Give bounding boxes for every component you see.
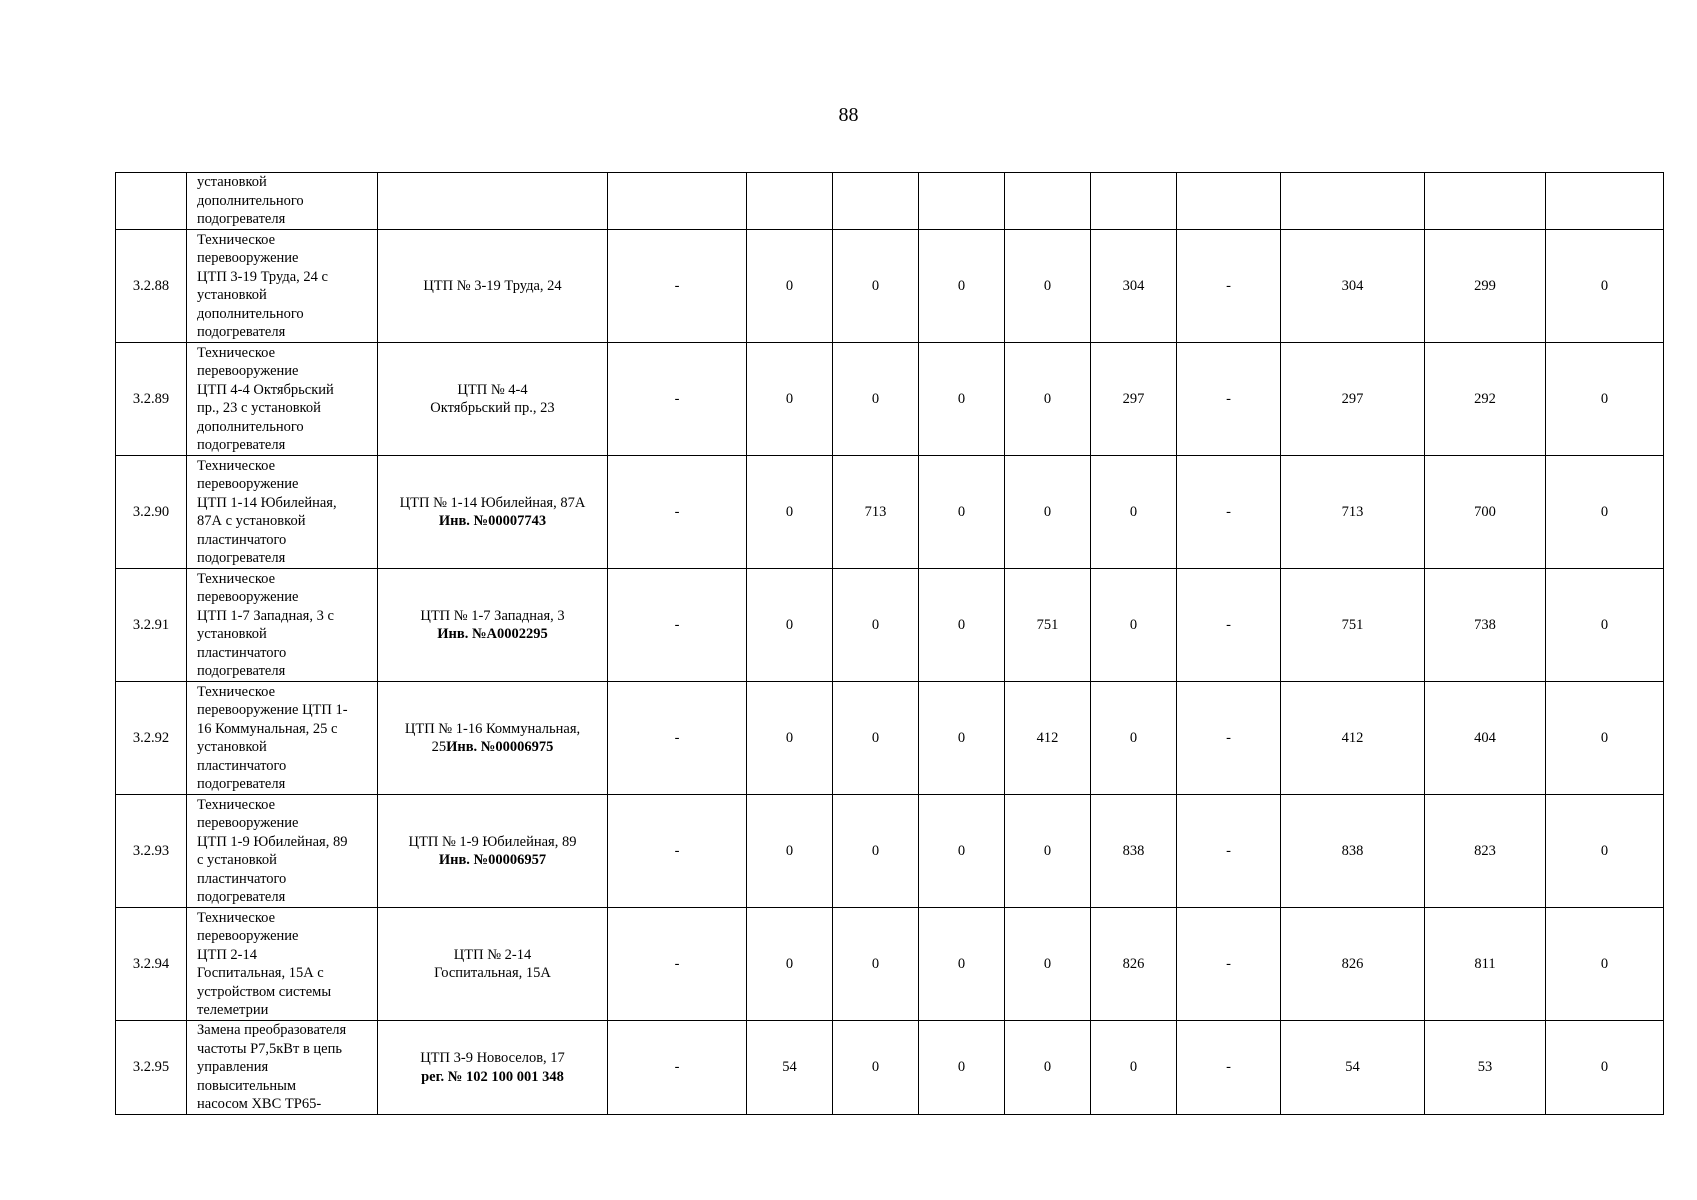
description-line: дополнительного [197, 305, 304, 322]
object-detail-line [378, 738, 607, 757]
value-cell: 0 [919, 908, 1005, 1021]
table-row [116, 569, 1664, 682]
value-cell: 0 [919, 230, 1005, 343]
value-cell: 0 [919, 1021, 1005, 1115]
inventory-number: рег. № 102 100 001 348 [421, 1068, 564, 1085]
value-cell: 0 [1546, 1021, 1664, 1115]
value-cell: 0 [1546, 682, 1664, 795]
value-cell: 0 [833, 343, 919, 456]
description-line: установкой [197, 287, 267, 303]
description-line: перевооружение [197, 476, 299, 492]
description-line: ЦТП 3-19 Труда, 24 с [197, 268, 328, 285]
row-number-cell: 3.2.89 [116, 343, 187, 456]
value-cell: 0 [919, 682, 1005, 795]
row-number-cell: 3.2.88 [116, 230, 187, 343]
description-cell [187, 230, 378, 343]
description-line: 16 Коммунальная, 25 с [197, 720, 338, 737]
value-cell: 0 [1005, 795, 1091, 908]
description-line: Техническое [197, 909, 276, 926]
value-cell: 0 [1546, 343, 1664, 456]
object-cell [378, 1021, 608, 1115]
object-name: ЦТП № 4-4 [457, 381, 528, 398]
value-cell [1546, 173, 1664, 230]
value-cell [1091, 173, 1177, 230]
value-cell [1177, 173, 1281, 230]
value-cell: 0 [1546, 795, 1664, 908]
value-cell: - [608, 456, 747, 569]
value-cell [608, 173, 747, 230]
value-cell: 0 [1005, 456, 1091, 569]
value-cell: 54 [747, 1021, 833, 1115]
value-cell: 0 [833, 795, 919, 908]
description-line: подогревателя [197, 889, 286, 905]
value-cell: - [608, 230, 747, 343]
object-name: ЦТП № 1-16 Коммунальная, [404, 720, 581, 737]
description-line: пластинчатого [197, 757, 287, 774]
object-detail-line [378, 625, 607, 644]
object-name: ЦТП № 3-19 Труда, 24 [423, 277, 562, 294]
object-name: ЦТП № 1-9 Юбилейная, 89 [408, 833, 577, 850]
object-cell [378, 908, 608, 1021]
value-cell: 0 [833, 1021, 919, 1115]
value-cell: 811 [1425, 908, 1546, 1021]
description-cell [187, 173, 378, 230]
description-line: Техническое [197, 344, 276, 361]
object-cell [378, 343, 608, 456]
description-line: Техническое [197, 231, 276, 248]
value-cell: 404 [1425, 682, 1546, 795]
description-line: повысительным [197, 1077, 297, 1094]
value-cell: 0 [747, 682, 833, 795]
description-line: установкой [197, 626, 267, 642]
value-cell: - [608, 569, 747, 682]
object-detail-line [378, 851, 607, 870]
description-line: Техническое [197, 683, 276, 700]
value-cell: 823 [1425, 795, 1546, 908]
value-cell: 0 [1091, 1021, 1177, 1115]
value-cell: - [1177, 908, 1281, 1021]
value-cell: 0 [833, 908, 919, 1021]
object-name: ЦТП № 2-14 [453, 946, 532, 963]
table-row [116, 456, 1664, 569]
description-line: подогревателя [197, 211, 286, 228]
value-cell: 299 [1425, 230, 1546, 343]
object-cell [378, 456, 608, 569]
value-cell: 0 [747, 569, 833, 682]
row-number-cell: 3.2.90 [116, 456, 187, 569]
description-line: перевооружение ЦТП 1- [197, 702, 348, 718]
inventory-number: Инв. №00007743 [438, 513, 547, 529]
value-cell: 0 [1546, 456, 1664, 569]
description-line: пр., 23 с установкой [197, 400, 321, 416]
object-cell [378, 569, 608, 682]
value-cell: 713 [1281, 456, 1425, 569]
description-cell [187, 569, 378, 682]
value-cell [833, 173, 919, 230]
investment-table [115, 172, 1664, 1115]
value-cell: 292 [1425, 343, 1546, 456]
value-cell [1005, 173, 1091, 230]
description-line: ЦТП 1-9 Юбилейная, 89 [197, 833, 348, 850]
description-line: установкой [197, 739, 267, 755]
description-line: ЦТП 2-14 [197, 946, 258, 963]
value-cell: 751 [1281, 569, 1425, 682]
description-cell [187, 908, 378, 1021]
value-cell: - [1177, 1021, 1281, 1115]
description-line: дополнительного [197, 192, 304, 209]
value-cell: 297 [1281, 343, 1425, 456]
value-cell [919, 173, 1005, 230]
object-detail-line [378, 964, 607, 983]
description-line: перевооружение [197, 928, 299, 944]
value-cell: 700 [1425, 456, 1546, 569]
description-line: частоты P7,5кВт в цепь [197, 1040, 342, 1057]
inventory-number: Инв. №00006975 [446, 739, 554, 755]
value-cell: 0 [747, 456, 833, 569]
description-cell [187, 343, 378, 456]
description-line: подогревателя [197, 663, 286, 679]
value-cell: 412 [1005, 682, 1091, 795]
object-name: ЦТП № 1-14 Юбилейная, 87А [399, 494, 586, 511]
value-cell: 0 [747, 795, 833, 908]
row-number-cell: 3.2.91 [116, 569, 187, 682]
description-line: перевооружение [197, 250, 299, 266]
table-row [116, 908, 1664, 1021]
description-line: пластинчатого [197, 531, 287, 548]
description-line: подогревателя [197, 550, 286, 566]
description-line: Техническое [197, 457, 276, 474]
description-line: подогревателя [197, 776, 286, 792]
value-cell: - [608, 1021, 747, 1115]
description-line: устройством системы [197, 983, 332, 1000]
value-cell: - [608, 908, 747, 1021]
description-line: ЦТП 1-7 Западная, 3 с [197, 607, 334, 624]
description-line: насосом ХВС ТР65- [197, 1096, 322, 1113]
description-line: Замена преобразователя [197, 1022, 347, 1039]
value-cell: 53 [1425, 1021, 1546, 1115]
value-cell: - [608, 343, 747, 456]
row-number-cell: 3.2.95 [116, 1021, 187, 1115]
value-cell: 0 [833, 230, 919, 343]
value-cell: 0 [1005, 908, 1091, 1021]
value-cell: - [1177, 343, 1281, 456]
row-number-cell [116, 173, 187, 230]
object-address-part: 25 [431, 739, 447, 755]
value-cell: 0 [1546, 908, 1664, 1021]
value-cell: - [608, 682, 747, 795]
row-number-cell: 3.2.93 [116, 795, 187, 908]
value-cell: - [1177, 456, 1281, 569]
description-line: Техническое [197, 570, 276, 587]
value-cell: 713 [833, 456, 919, 569]
value-cell: 304 [1281, 230, 1425, 343]
value-cell: 0 [747, 908, 833, 1021]
value-cell: 304 [1091, 230, 1177, 343]
page-number: 88 [838, 104, 859, 126]
table-row [116, 230, 1664, 343]
object-address: Октябрьский пр., 23 [430, 400, 555, 416]
value-cell: 0 [1091, 682, 1177, 795]
object-detail-line [378, 1068, 607, 1087]
description-line: пластинчатого [197, 870, 287, 887]
object-address: Госпитальная, 15А [434, 965, 551, 981]
table-row [116, 343, 1664, 456]
inventory-number: Инв. №00006957 [438, 852, 547, 868]
table-row [116, 682, 1664, 795]
value-cell: 0 [1005, 230, 1091, 343]
value-cell: 0 [919, 343, 1005, 456]
table-row [116, 795, 1664, 908]
value-cell: 0 [1005, 1021, 1091, 1115]
object-detail-line [378, 512, 607, 531]
value-cell: - [608, 795, 747, 908]
object-cell [378, 230, 608, 343]
value-cell: 0 [833, 682, 919, 795]
value-cell: 751 [1005, 569, 1091, 682]
description-line: подогревателя [197, 324, 286, 340]
value-cell: 0 [919, 795, 1005, 908]
value-cell: 0 [1005, 343, 1091, 456]
inventory-number: Инв. №А0002295 [437, 626, 548, 642]
description-line: управления [197, 1059, 269, 1076]
value-cell [1281, 173, 1425, 230]
description-line: перевооружение [197, 589, 299, 605]
value-cell: 838 [1281, 795, 1425, 908]
value-cell: 826 [1091, 908, 1177, 1021]
description-line: перевооружение [197, 815, 299, 831]
description-line: установкой [197, 174, 267, 191]
description-line: дополнительного [197, 418, 304, 435]
row-number-cell: 3.2.92 [116, 682, 187, 795]
description-cell [187, 795, 378, 908]
value-cell: 0 [919, 569, 1005, 682]
value-cell: 0 [1091, 569, 1177, 682]
value-cell: 412 [1281, 682, 1425, 795]
description-line: телеметрии [197, 1002, 269, 1018]
value-cell: 0 [747, 230, 833, 343]
value-cell: - [1177, 795, 1281, 908]
value-cell: - [1177, 230, 1281, 343]
table-body [116, 173, 1664, 1115]
description-line: Техническое [197, 796, 276, 813]
value-cell [1425, 173, 1546, 230]
value-cell: 0 [1091, 456, 1177, 569]
value-cell: 826 [1281, 908, 1425, 1021]
description-line: ЦТП 4-4 Октябрьский [197, 381, 334, 398]
description-cell [187, 456, 378, 569]
object-cell [378, 173, 608, 230]
object-name: ЦТП 3-9 Новоселов, 17 [420, 1050, 565, 1066]
value-cell: 0 [1546, 569, 1664, 682]
value-cell: 0 [919, 456, 1005, 569]
value-cell: 838 [1091, 795, 1177, 908]
object-detail-line [378, 399, 607, 418]
description-line: 87А с установкой [197, 513, 306, 529]
description-line: пластинчатого [197, 644, 287, 661]
object-name: ЦТП № 1-7 Западная, 3 [420, 607, 565, 624]
description-line: ЦТП 1-14 Юбилейная, [197, 494, 337, 511]
object-cell [378, 682, 608, 795]
value-cell: 297 [1091, 343, 1177, 456]
description-line: Госпитальная, 15А с [197, 965, 324, 981]
table-row-continuation [116, 173, 1664, 230]
value-cell: 54 [1281, 1021, 1425, 1115]
value-cell [747, 173, 833, 230]
row-number-cell: 3.2.94 [116, 908, 187, 1021]
value-cell: 0 [747, 343, 833, 456]
value-cell: 738 [1425, 569, 1546, 682]
description-line: с установкой [197, 852, 277, 868]
object-cell [378, 795, 608, 908]
description-cell [187, 1021, 378, 1115]
description-line: перевооружение [197, 363, 299, 379]
value-cell: 0 [1546, 230, 1664, 343]
description-cell [187, 682, 378, 795]
value-cell: - [1177, 682, 1281, 795]
table-row [116, 1021, 1664, 1115]
description-line: подогревателя [197, 437, 286, 453]
value-cell: - [1177, 569, 1281, 682]
value-cell: 0 [833, 569, 919, 682]
